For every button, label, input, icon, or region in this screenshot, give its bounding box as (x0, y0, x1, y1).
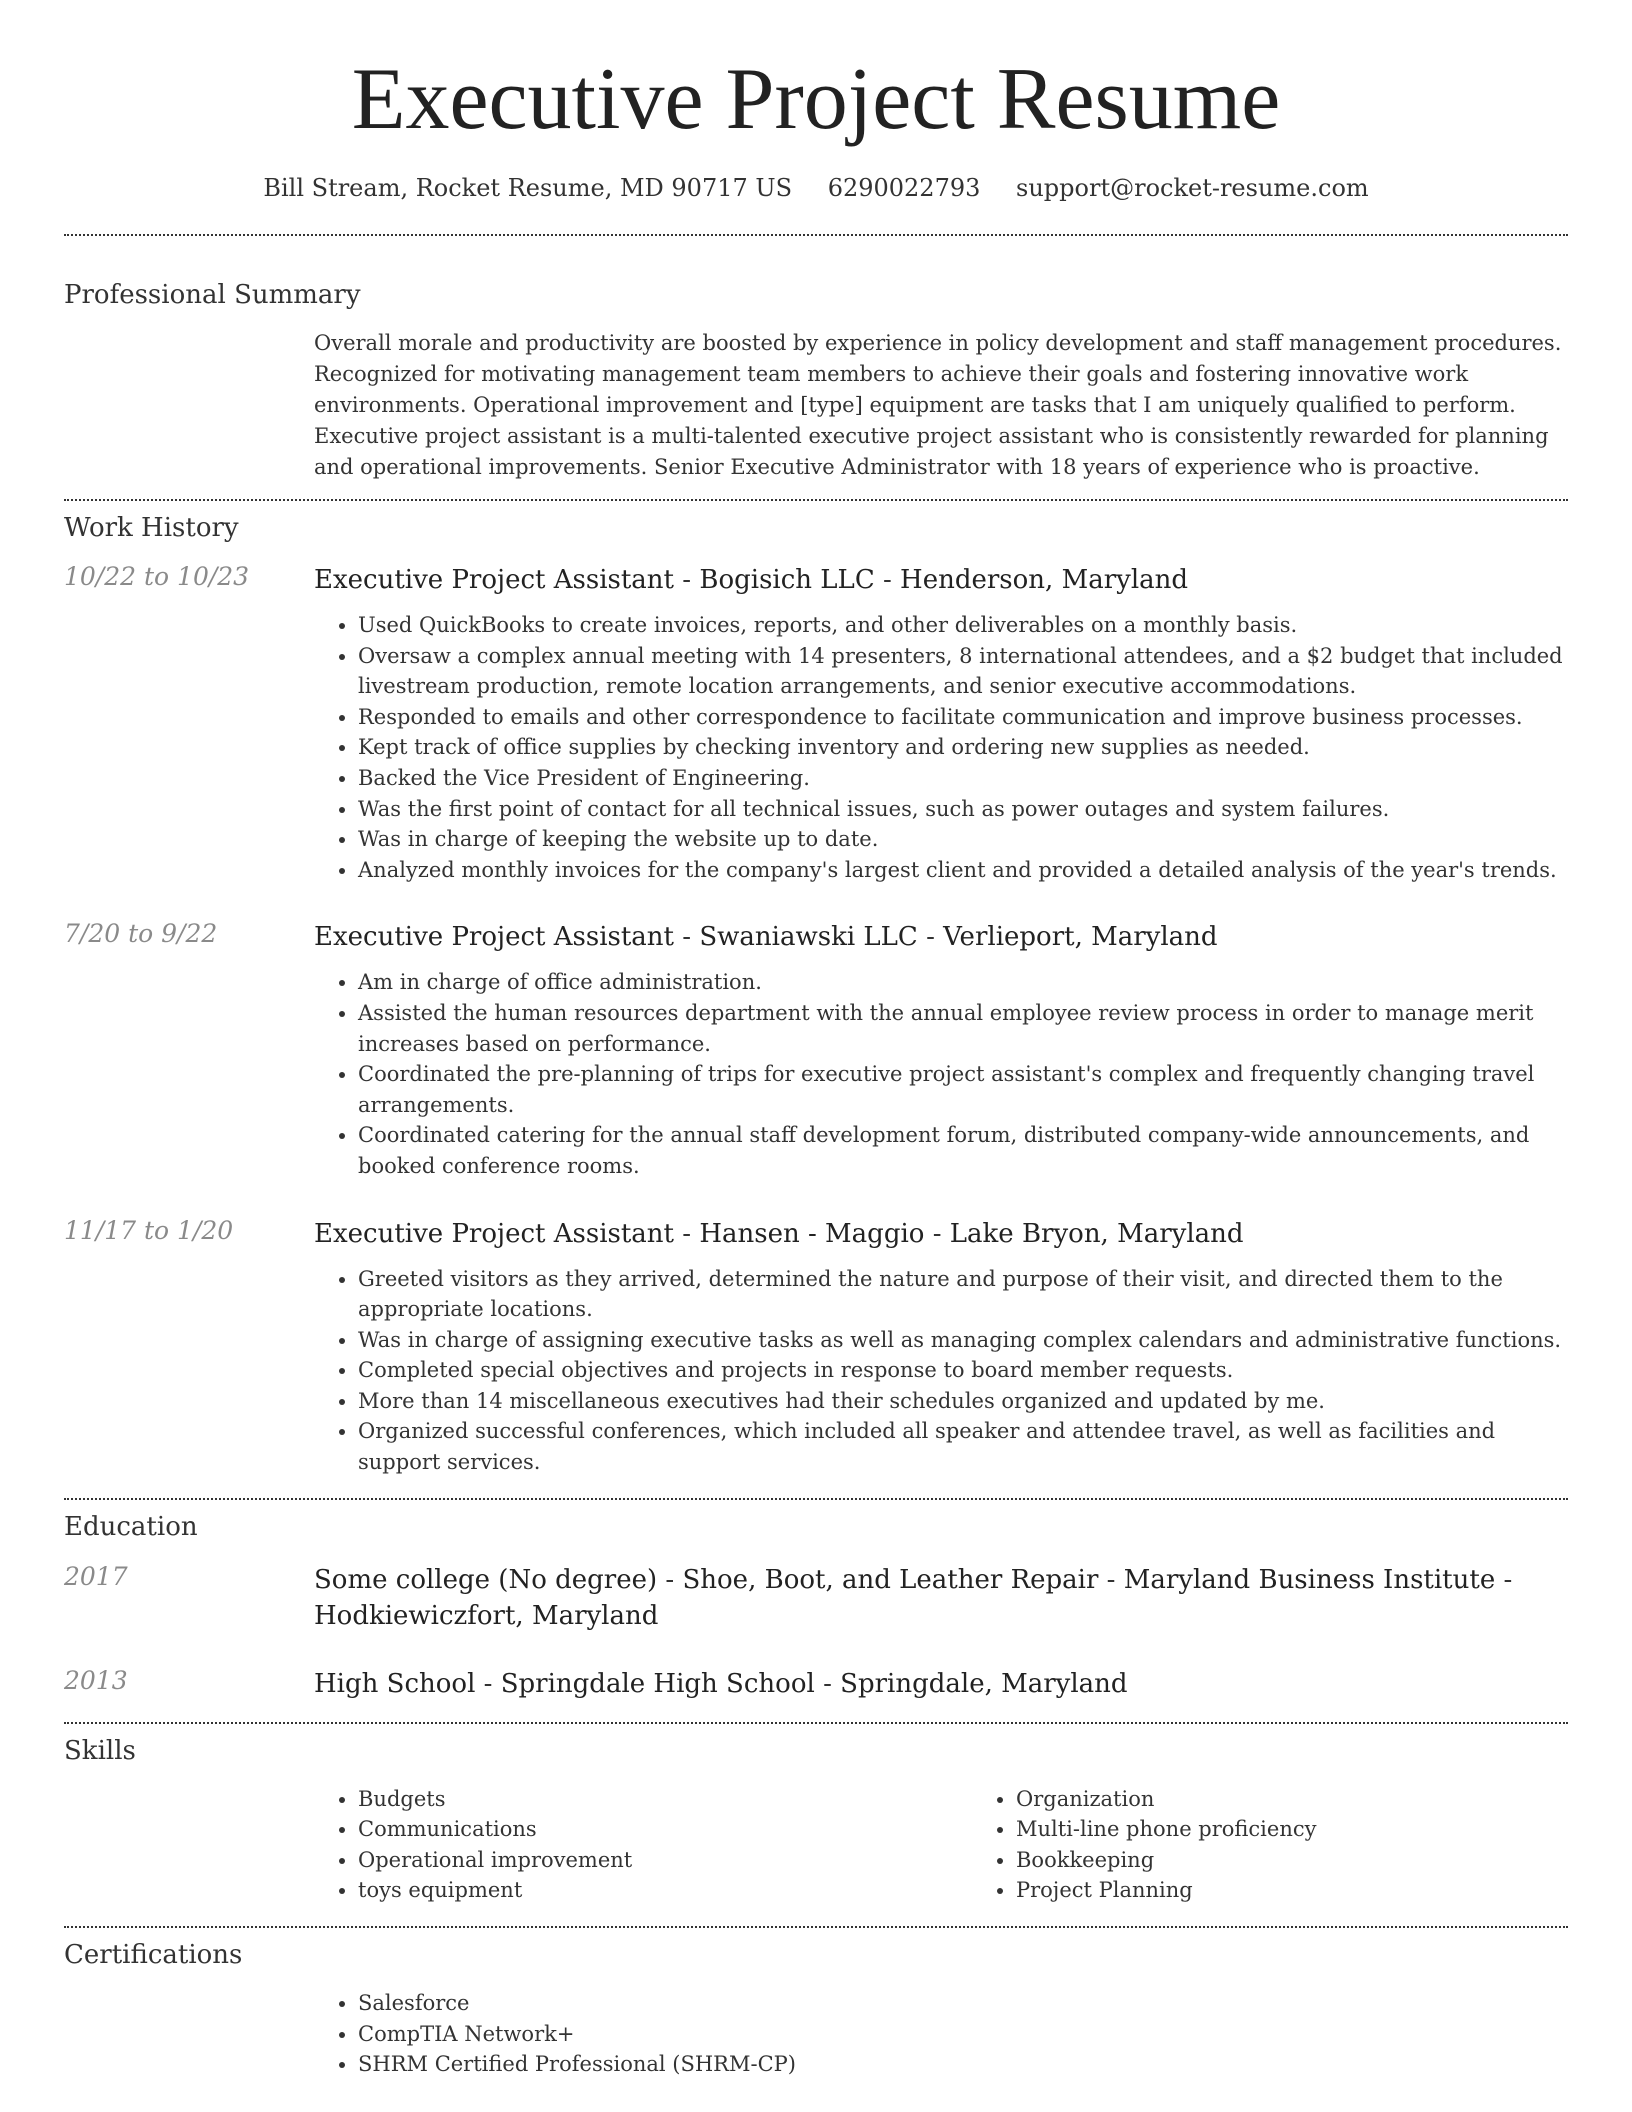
job-bullet: • Completed special objectives and projects in response to board member requests. (358, 1355, 1568, 1386)
job-bullet: • Used QuickBooks to create invoices, reports, and other deliverables on a monthly basis. (358, 610, 1568, 641)
separator: - (475, 1668, 501, 1699)
separator: - (657, 1564, 683, 1595)
education-section (0, 1500, 1632, 1702)
education-location: Hodkiewiczfort, Maryland (314, 1600, 659, 1631)
skills-list-right (972, 1784, 1630, 1906)
resume-header (0, 0, 1632, 202)
certifications-list (314, 1988, 1568, 2080)
certification-item: • CompTIA Network+ (358, 2019, 1568, 2050)
job-bullet: • Organized successful conferences, which included all speaker and attendee travel, as well as facilities and support services. (358, 1416, 1568, 1477)
skill-item: • Organization (1016, 1784, 1630, 1815)
skill-item: • Multi-line phone proficiency (1016, 1814, 1630, 1845)
job-bullet: • Assisted the human resources department with the annual employee review process in order to manage merit increases based on performance. (358, 998, 1568, 1059)
education-year: 2013 (64, 1665, 128, 1695)
job-bullet: • Backed the Vice President of Engineering. (358, 763, 1568, 794)
summary-section (0, 236, 1632, 483)
job-entry (64, 919, 1568, 1181)
job-title-line (314, 1216, 1568, 1252)
education-location: Springdale, Maryland (840, 1668, 1128, 1699)
separator: - (1495, 1564, 1513, 1595)
job-bullet: • Greeted visitors as they arrived, determined the nature and purpose of their visit, and directed them to the appropriate locations. (358, 1264, 1568, 1325)
job-title-line (314, 919, 1568, 955)
section-heading-education: Education (64, 1511, 198, 1542)
skills-section (0, 1724, 1632, 1906)
job-bullet: • Kept track of office supplies by checking inventory and ordering new supplies as needed. (358, 732, 1568, 763)
job-role: Executive Project Assistant (314, 922, 675, 953)
separator: - (874, 565, 901, 595)
skill-item: • Budgets (358, 1784, 972, 1815)
education-year: 2017 (64, 1561, 128, 1591)
job-bullet: • Responded to emails and other correspondence to facilitate communication and improve business processes. (358, 702, 1568, 733)
job-company: Swaniawski LLC (699, 922, 918, 953)
skill-item: • Project Planning (1016, 1875, 1630, 1906)
job-entry (64, 1216, 1568, 1478)
job-dates: 11/17 to 1/20 (64, 1215, 234, 1245)
separator: - (814, 1668, 841, 1699)
section-heading-certifications: Certifications (64, 1940, 243, 1971)
section-heading-skills: Skills (64, 1735, 136, 1766)
job-bullets (314, 610, 1568, 885)
certification-item: • SHRM Certified Professional (SHRM-CP) (358, 2049, 1568, 2080)
job-location: Verlieport, Maryland (943, 922, 1218, 953)
section-heading-summary: Professional Summary (64, 280, 361, 310)
job-entry (64, 562, 1568, 885)
job-role: Executive Project Assistant (314, 1218, 675, 1249)
job-bullets (314, 967, 1568, 1181)
contact-line (0, 174, 1632, 202)
contact-address: Bill Stream, Rocket Resume, MD 90717 US (263, 174, 793, 202)
job-dates: 10/22 to 10/23 (64, 562, 250, 591)
skills-list-left (314, 1784, 972, 1906)
job-bullet: • Coordinated catering for the annual staff development forum, distributed company-wide announcements, and booked conference rooms. (358, 1120, 1568, 1181)
separator: - (917, 922, 944, 953)
section-heading-work: Work History (64, 513, 239, 543)
job-bullet: • Am in charge of office administration. (358, 967, 1568, 998)
separator: - (674, 922, 700, 953)
job-bullet: • Was in charge of assigning executive tasks as well as managing complex calendars and administrative functions. (358, 1325, 1568, 1356)
certifications-section (0, 1928, 1632, 2080)
education-field: Shoe, Boot, and Leather Repair (682, 1564, 1099, 1595)
skill-item: • Operational improvement (358, 1845, 972, 1876)
separator: - (924, 1218, 950, 1249)
job-bullet: • Was in charge of keeping the website up to date. (358, 824, 1568, 855)
job-location: Henderson, Maryland (900, 565, 1189, 595)
job-company: Hansen - Maggio (699, 1218, 925, 1249)
job-bullet: • More than 14 miscellaneous executives had their schedules organized and updated by me. (358, 1386, 1568, 1417)
job-bullet: • Analyzed monthly invoices for the company's largest client and provided a detailed analysis of the year's trends. (358, 855, 1568, 886)
skill-item: • Bookkeeping (1016, 1845, 1630, 1876)
job-bullet: • Coordinated the pre-planning of trips for executive project assistant's complex and frequently changing travel arrangements. (358, 1059, 1568, 1120)
education-school: Springdale High School (500, 1668, 815, 1699)
education-degree: High School (314, 1668, 476, 1699)
summary-text: Overall morale and productivity are boosted by experience in policy development and staff management procedures. Recognized for motivating management team members to achieve their goals and fostering innovative work environments. Operational improvement and [type] equipment are tasks that I am uniquely qualified to perform. Executive project assistant is a multi-talented executive project assistant who is consistently rewarded for planning and operational improvements. Senior Executive Administrator with 18 years of experience who is proactive. (314, 331, 1562, 479)
job-title-line (314, 562, 1568, 598)
separator: - (674, 1218, 700, 1249)
education-school: Maryland Business Institute (1123, 1564, 1496, 1595)
education-title-line (314, 1562, 1568, 1634)
skill-item: • toys equipment (358, 1875, 972, 1906)
job-bullets (314, 1264, 1568, 1478)
job-bullet: • Was the first point of contact for all technical issues, such as power outages and system failures. (358, 794, 1568, 825)
job-role: Executive Project Assistant (314, 565, 675, 595)
contact-email: support@rocket-resume.com (1016, 174, 1369, 202)
contact-phone: 6290022793 (827, 174, 981, 202)
education-entry (64, 1562, 1568, 1634)
job-location: Lake Bryon, Maryland (949, 1218, 1244, 1249)
separator: - (1098, 1564, 1124, 1595)
job-dates: 7/20 to 9/22 (64, 919, 218, 949)
certification-item: • Salesforce (358, 1988, 1568, 2019)
skill-item: • Communications (358, 1814, 972, 1845)
resume-title: Executive Project Resume (351, 51, 1281, 148)
education-title-line (314, 1666, 1568, 1702)
job-company: Bogisich LLC (699, 565, 875, 595)
education-degree: Some college (No degree) (314, 1564, 658, 1595)
education-entry (64, 1666, 1568, 1702)
job-bullet: • Oversaw a complex annual meeting with 14 presenters, 8 international attendees, and a $2 budget that included livestream production, remote location arrangements, and senior executive accommodations. (358, 641, 1568, 702)
separator: - (674, 565, 700, 595)
work-history-section (0, 501, 1632, 1478)
